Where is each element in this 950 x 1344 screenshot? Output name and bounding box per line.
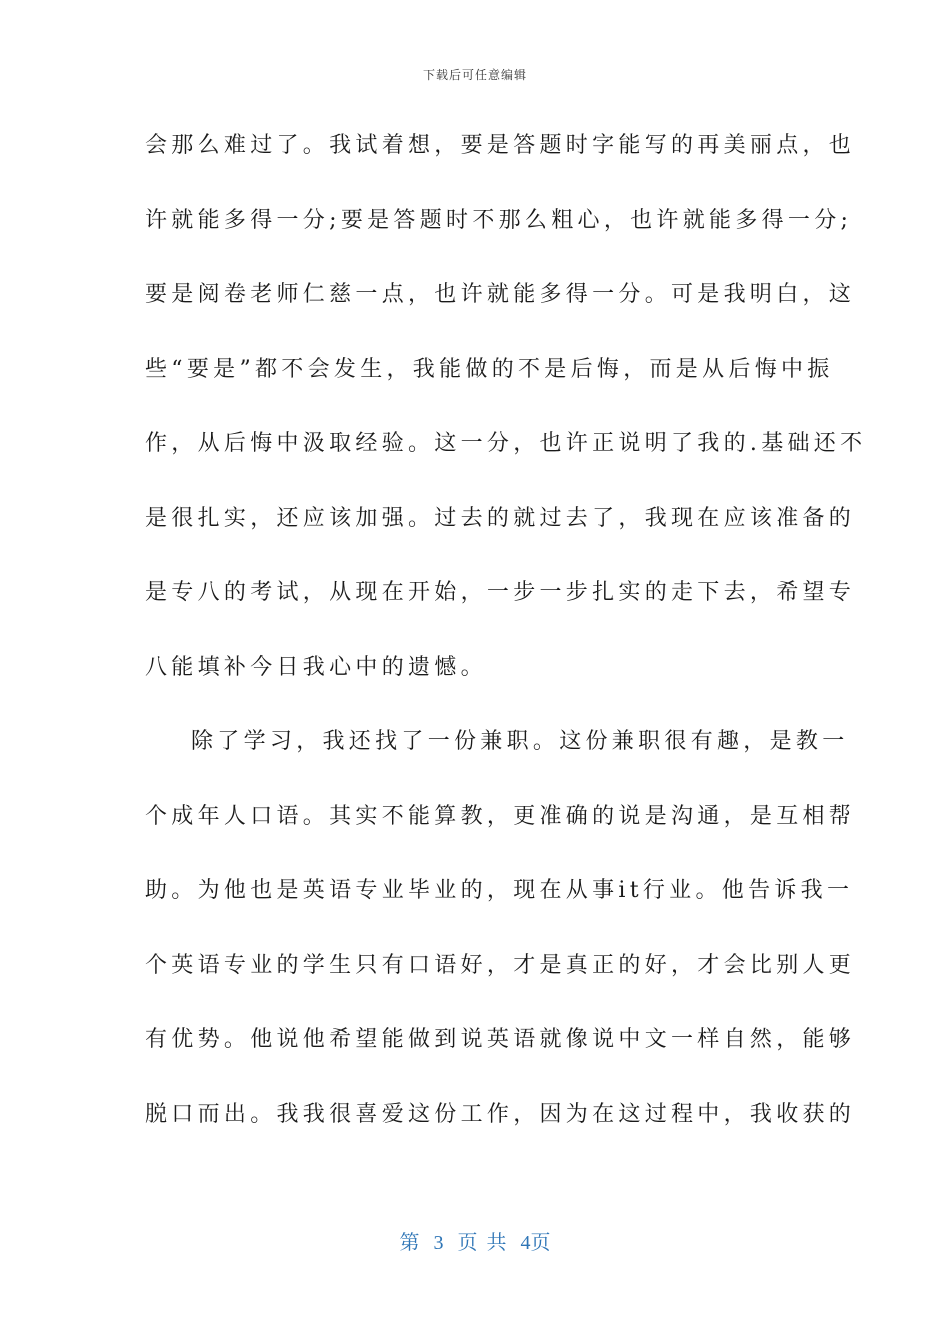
text-line: 要是阅卷老师仁慈一点，也许就能多得一分。可是我明白，这 bbox=[145, 282, 856, 307]
footer-middle: 页 共 bbox=[457, 1232, 507, 1254]
footer-total: 4页 bbox=[520, 1232, 551, 1254]
text-line: 许就能多得一分;要是答题时不那么粗心，也许就能多得一分; bbox=[145, 207, 853, 233]
text-line: 些“要是”都不会发生，我能做的不是后悔，而是从后悔中振 bbox=[145, 356, 834, 382]
document-body bbox=[145, 117, 867, 1160]
footer-page-number: 3 bbox=[433, 1232, 444, 1254]
header-note: 下载后可任意编辑 bbox=[422, 68, 527, 82]
text-line: 个成年人口语。其实不能算教，更准确的说是沟通，是互相帮 bbox=[145, 803, 856, 829]
text-line: 是专八的考试，从现在开始，一步一步扎实的走下去，希望专 bbox=[145, 580, 856, 605]
page-number-footer bbox=[0, 1226, 950, 1255]
text-line: 会那么难过了。我试着想，要是答题时字能写的再美丽点，也 bbox=[145, 133, 856, 158]
text-line: 有优势。他说他希望能做到说英语就像说中文一样自然，能够 bbox=[145, 1027, 856, 1052]
footer-prefix: 第 bbox=[399, 1232, 420, 1254]
text-line: 助。为他也是英语专业毕业的，现在从事it行业。他告诉我一 bbox=[145, 878, 854, 903]
text-line: 是很扎实，还应该加强。过去的就过去了，我现在应该准备的 bbox=[145, 505, 856, 531]
text-line: 八能填补今日我心中的遗憾。 bbox=[145, 654, 487, 680]
text-line: 个英语专业的学生只有口语好，才是真正的好，才会比别人更 bbox=[145, 952, 856, 978]
paragraph-start-line: 除了学习，我还找了一份兼职。这份兼职很有趣，是教一 bbox=[191, 729, 849, 754]
text-line: 作，从后悔中汲取经验。这一分，也许正说明了我的.基础还不 bbox=[145, 431, 867, 456]
text-line: 脱口而出。我我很喜爱这份工作，因为在这过程中，我收获的 bbox=[145, 1101, 856, 1127]
